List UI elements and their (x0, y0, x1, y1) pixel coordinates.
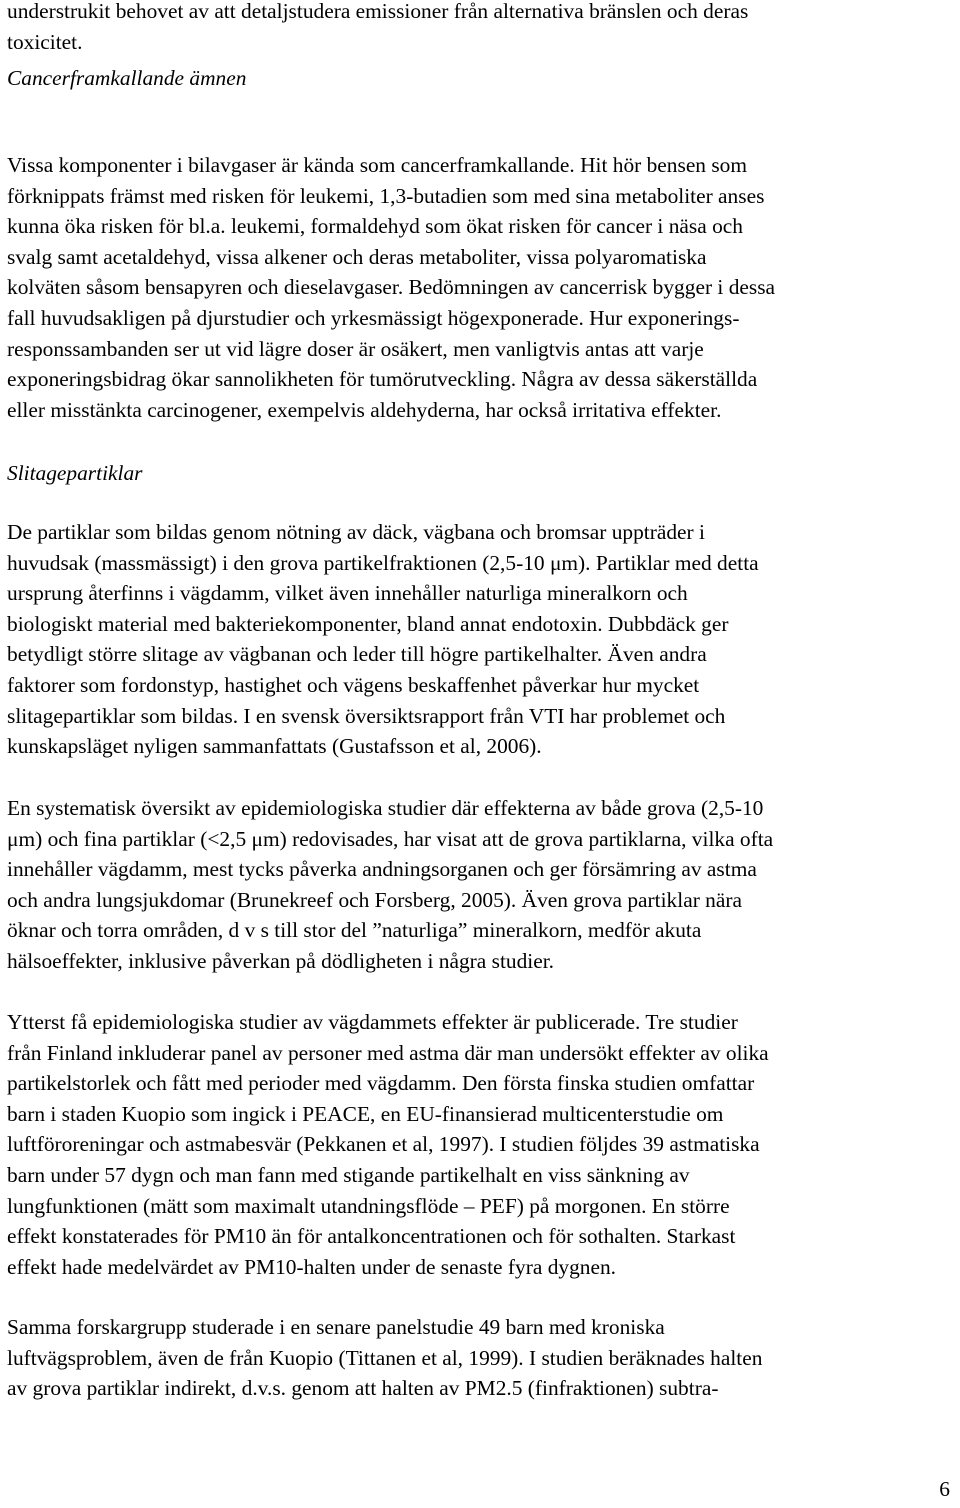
text-line: ursprung återfinns i vägdamm, vilket även innehåller naturliga mineralkorn och (7, 581, 688, 606)
text-line: av grova partiklar indirekt, d.v.s. genom att halten av PM2.5 (finfraktionen) subtra- (7, 1376, 719, 1401)
text-line: huvudsak (massmässigt) i den grova partikelfraktionen (2,5-10 μm). Partiklar med detta (7, 550, 759, 575)
text-line: barn under 57 dygn och man fann med stigande partikelhalt en viss sänkning av (7, 1162, 690, 1187)
text-line: fall huvudsakligen på djurstudier och yrkesmässigt högexponerade. Hur exponerings- (7, 305, 740, 330)
finland-studies-paragraph (7, 1007, 951, 1282)
text-line: från Finland inkluderar panel av personer med astma där man undersökt effekter av olika (7, 1040, 769, 1065)
text-line: faktorer som fordonstyp, hastighet och vägens beskaffenhet påverkar hur mycket (7, 672, 700, 697)
text-line: toxicitet. (7, 29, 83, 54)
intro-paragraph (7, 0, 951, 57)
text-line: kunna öka risken för bl.a. leukemi, formaldehyd som ökat risken för cancer i näsa och (7, 214, 743, 239)
text-line: kunskapsläget nyligen sammanfattats (Gustafsson et al, 2006). (7, 734, 542, 759)
text-line: förknippats främst med risken för leukemi, 1,3-butadien som med sina metaboliter anses (7, 183, 765, 208)
text-line: μm) och fina partiklar (<2,5 μm) redovisades, har visat att de grova partiklarna, vilka ofta (7, 826, 774, 851)
text-line: hälsoeffekter, inklusive påverkan på dödligheten i några studier. (7, 948, 555, 973)
text-line: öknar och torra områden, d v s till stor del ”naturliga” mineralkorn, medför akuta (7, 918, 702, 943)
text-line: luftföroreningar och astmabesvär (Pekkanen et al, 1997). I studien följdes 39 astmatiska (7, 1132, 760, 1157)
text-line: och andra lungsjukdomar (Brunekreef och Forsberg, 2005). Även grova partiklar nära (7, 887, 742, 912)
text-line: slitagepartiklar som bildas. I en svensk översiktsrapport från VTI har problemet och (7, 703, 726, 728)
section-heading-slitage: Slitagepartiklar (7, 461, 143, 485)
text-line: biologiskt material med bakteriekomponenter, bland annat endotoxin. Dubbdäck ger (7, 611, 729, 636)
text-line: understrukit behovet av att detaljstudera emissioner från alternativa bränslen och deras (7, 0, 749, 23)
text-line: betydligt större slitage av vägbanan och leder till högre partikelhalter. Även andra (7, 642, 707, 667)
systematic-review-paragraph (7, 793, 951, 977)
text-line: svalg samt acetaldehyd, vissa alkener och deras metaboliter, vissa polyaromatiska (7, 244, 707, 269)
text-line: luftvägsproblem, även de från Kuopio (Tittanen et al, 1999). I studien beräknades halten (7, 1345, 763, 1370)
text-line: Samma forskargrupp studerade i en senare panelstudie 49 barn med kroniska (7, 1315, 665, 1339)
page-number: 6 (939, 1477, 950, 1501)
text-line: innehåller vägdamm, mest tycks påverka andningsorganen och ger försämring av astma (7, 857, 757, 882)
text-line: Ytterst få epidemiologiska studier av vägdammets effekter är publicerade. Tre studier (7, 1010, 738, 1034)
text-line: En systematisk översikt av epidemiologiska studier där effekterna av både grova (2,5-10 (7, 796, 764, 820)
text-line: lungfunktionen (mätt som maximalt utandningsflöde – PEF) på morgonen. En större (7, 1193, 730, 1218)
text-line: barn i staden Kuopio som ingick i PEACE, en EU-finansierad multicenterstudie om (7, 1101, 724, 1126)
text-line: De partiklar som bildas genom nötning av däck, vägbana och bromsar uppträder i (7, 520, 705, 544)
section-heading-cancer: Cancerframkallande ämnen (7, 66, 247, 90)
cancer-paragraph (7, 150, 951, 425)
text-line: eller misstänkta carcinogener, exempelvis aldehyderna, har också irritativa effekter. (7, 397, 722, 422)
text-line: kolväten såsom bensapyren och dieselavgaser. Bedömningen av cancerrisk bygger i dessa (7, 275, 776, 300)
text-line: exponeringsbidrag ökar sannolikheten för tumörutveckling. Några av dessa säkerställda (7, 367, 758, 392)
text-line: partikelstorlek och fått med perioder med vägdamm. Den första finska studien omfattar (7, 1071, 755, 1096)
text-line: Vissa komponenter i bilavgaser är kända som cancerframkallande. Hit hör bensen som (7, 153, 748, 177)
text-line: responssambanden ser ut vid lägre doser är osäkert, men vanligtvis antas att varje (7, 336, 704, 361)
panel-study-paragraph (7, 1312, 951, 1404)
text-line: effekt konstaterades för PM10 än för antalkoncentrationen och för sothalten. Starkast (7, 1224, 736, 1249)
text-line: effekt hade medelvärdet av PM10-halten under de senaste fyra dygnen. (7, 1254, 617, 1279)
slitage-paragraph (7, 517, 951, 762)
